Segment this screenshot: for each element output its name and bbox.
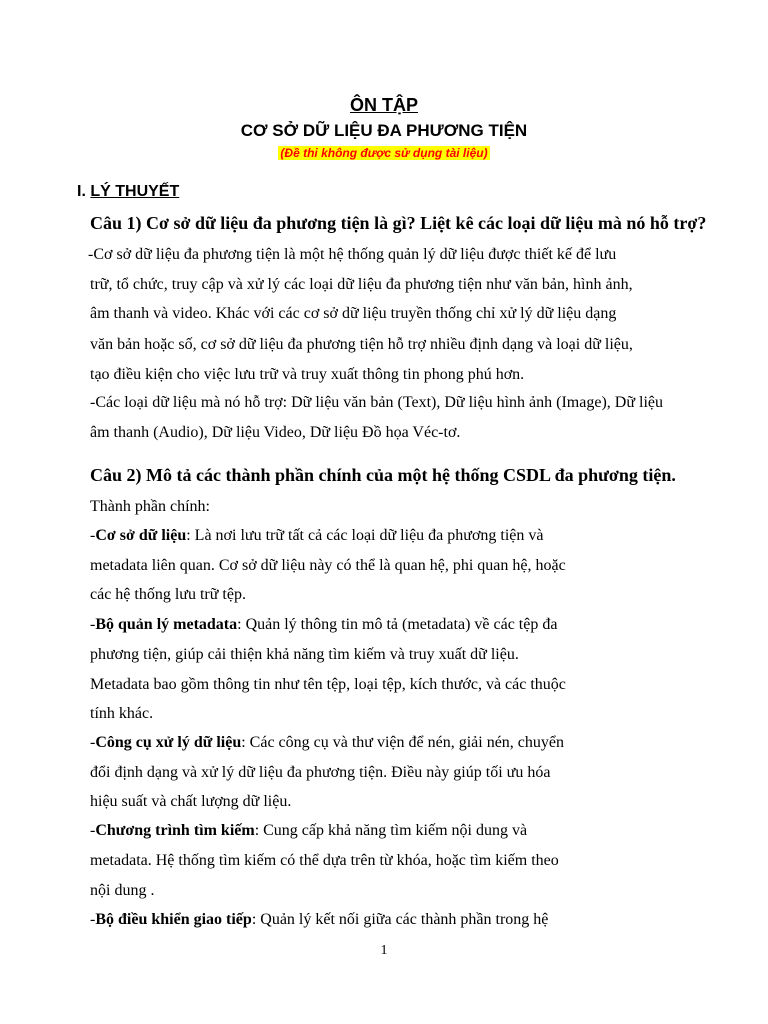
section-heading-theory xyxy=(77,183,179,201)
q2-item-database xyxy=(90,527,544,545)
item-dash: - xyxy=(90,911,96,928)
item-description: : Quản lý kết nối giữa các thành phần trong hệ xyxy=(251,911,549,928)
q2-item3-line-2: đổi định dạng và xử lý dữ liệu đa phương tiện. Điều này giúp tối ưu hóa xyxy=(90,764,551,781)
item-description: : Là nơi lưu trữ tất cả các loại dữ liệu đa phương tiện và xyxy=(186,527,544,544)
item-term: Công cụ xử lý dữ liệu xyxy=(95,734,242,751)
q2-item-metadata-manager xyxy=(90,616,557,634)
item-dash: - xyxy=(90,616,96,633)
item-term: Cơ sở dữ liệu xyxy=(95,527,187,544)
q1-line-3: âm thanh và video. Khác với các cơ sở dữ liệu truyền thống chỉ xử lý dữ liệu dạng xyxy=(90,305,617,322)
q1-line-5: tạo điều kiện cho việc lưu trữ và truy xuất thông tin phong phú hơn. xyxy=(90,366,525,383)
q1-line-4: văn bản hoặc số, cơ sở dữ liệu đa phương tiện hỗ trợ nhiều định dạng và loại dữ liệu, xyxy=(90,336,633,353)
q1-line-2: trữ, tổ chức, truy cập và xử lý các loại dữ liệu đa phương tiện như văn bản, hình ảnh, xyxy=(90,276,633,293)
section-prefix: I. xyxy=(77,183,91,200)
item-dash: - xyxy=(90,734,96,751)
item-term: Bộ quản lý metadata xyxy=(95,616,238,633)
exam-note-wrapper xyxy=(0,144,768,162)
section-label: LÝ THUYẾT xyxy=(90,183,180,200)
q2-item4-line-3: nội dung . xyxy=(90,882,155,899)
q2-item1-line-3: các hệ thống lưu trữ tệp. xyxy=(90,586,246,603)
doc-title: ÔN TẬP xyxy=(349,95,418,115)
question-2-title: Câu 2) Mô tả các thành phần chính của một hệ thống CSDL đa phương tiện. xyxy=(90,465,676,485)
exam-note: (Đề thi không được sử dụng tài liệu) xyxy=(280,146,488,160)
q2-item2-line-3: Metadata bao gồm thông tin như tên tệp, loại tệp, kích thước, và các thuộc xyxy=(90,676,566,693)
q2-item4-line-2: metadata. Hệ thống tìm kiếm có thể dựa trên từ khóa, hoặc tìm kiếm theo xyxy=(90,852,559,869)
q2-item2-line-4: tính khác. xyxy=(90,705,154,722)
page-number: 1 xyxy=(380,943,388,958)
doc-subtitle: CƠ SỞ DỮ LIỆU ĐA PHƯƠNG TIỆN xyxy=(240,121,528,140)
q2-item1-line-2: metadata liên quan. Cơ sở dữ liệu này có thể là quan hệ, phi quan hệ, hoặc xyxy=(90,557,566,574)
q2-item2-line-2: phương tiện, giúp cải thiện khả năng tìm kiếm và truy xuất dữ liệu. xyxy=(90,646,519,663)
item-dash: - xyxy=(90,527,96,544)
item-term: Bộ điều khiển giao tiếp xyxy=(95,911,252,928)
q2-item-communication-controller xyxy=(90,911,548,929)
q2-item3-line-3: hiệu suất và chất lượng dữ liệu. xyxy=(90,793,292,810)
item-term: Chương trình tìm kiếm xyxy=(95,822,255,839)
q1-line-7: âm thanh (Audio), Dữ liệu Video, Dữ liệu Đồ họa Véc-tơ. xyxy=(90,424,461,441)
q1-line-1: -Cơ sở dữ liệu đa phương tiện là một hệ thống quản lý dữ liệu được thiết kế để lưu xyxy=(88,246,617,263)
q2-intro: Thành phần chính: xyxy=(90,498,210,515)
q1-line-6: -Các loại dữ liệu mà nó hỗ trợ: Dữ liệu văn bản (Text), Dữ liệu hình ảnh (Image), Dữ liệu xyxy=(90,394,663,411)
q2-item-search-program xyxy=(90,822,527,840)
question-1-title: Câu 1) Cơ sở dữ liệu đa phương tiện là gì? Liệt kê các loại dữ liệu mà nó hỗ trợ? xyxy=(90,213,707,233)
item-description: : Cung cấp khả năng tìm kiếm nội dung và xyxy=(254,822,528,839)
item-description: : Các công cụ và thư viện để nén, giải nén, chuyển xyxy=(241,734,565,751)
item-dash: - xyxy=(90,822,96,839)
q2-item-processing-tools xyxy=(90,734,564,752)
item-description: : Quản lý thông tin mô tả (metadata) về các tệp đa xyxy=(237,616,558,633)
